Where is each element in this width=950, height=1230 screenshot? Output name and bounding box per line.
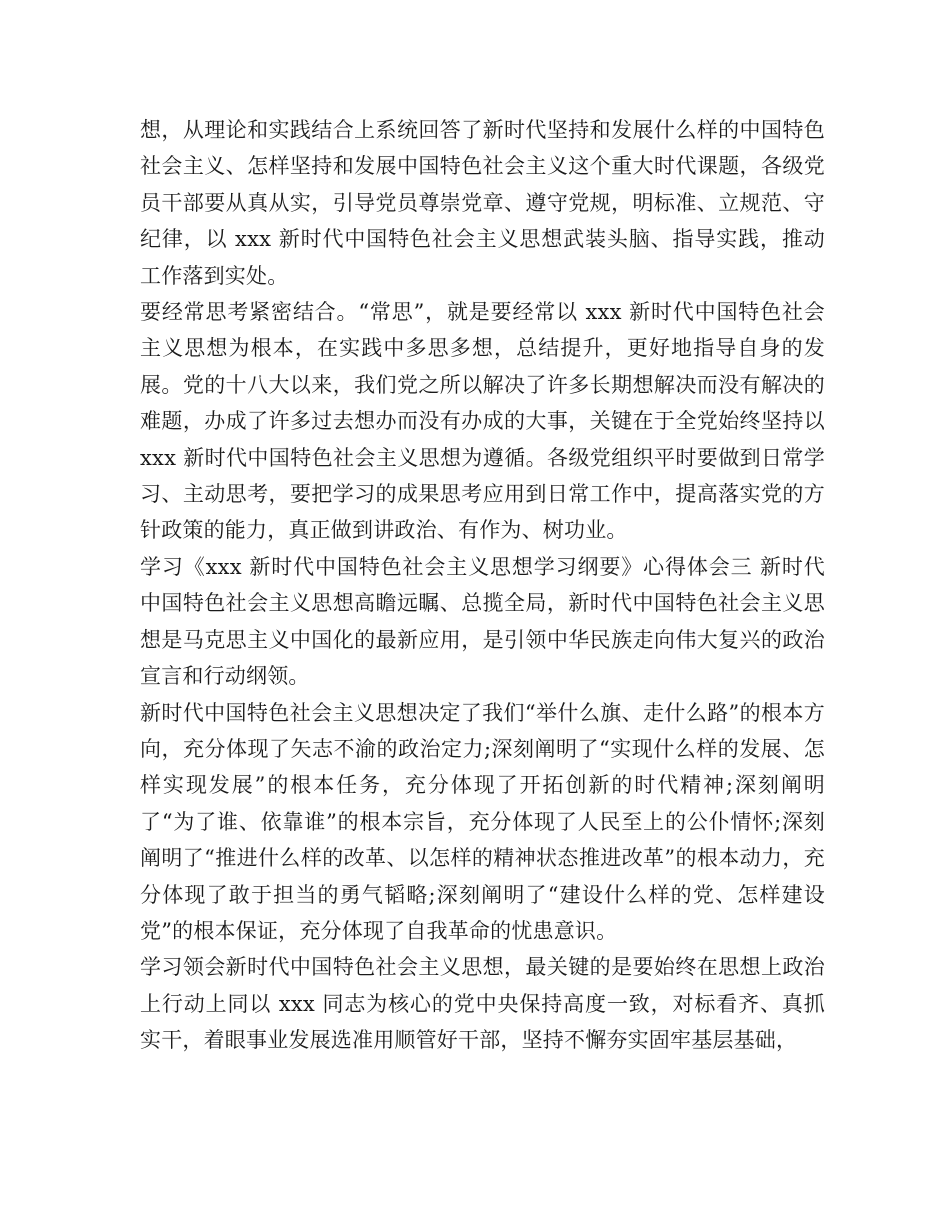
paragraph-5: 学习领会新时代中国特色社会主义思想，最关键的是要始终在思想上政治上行动上同以 xxx 同志为核心的党中央保持高度一致，对标看齐、真抓实干，着眼事业发展选准用顺管好干部，坚持不懈夯实固牢基层基础， bbox=[140, 955, 825, 1053]
document-body bbox=[140, 112, 825, 1059]
paragraph-1: 想，从理论和实践结合上系统回答了新时代坚持和发展什么样的中国特色社会主义、怎样坚持和发展中国特色社会主义这个重大时代课题，各级党员干部要从真从实，引导党员尊崇党章、遵守党规，明标准、立规范、守纪律，以 xxx 新时代中国特色社会主义思想武装头脑、指导实践，推动工作落到实处。 bbox=[140, 118, 825, 288]
paragraph-3: 学习《xxx 新时代中国特色社会主义思想学习纲要》心得体会三 新时代中国特色社会主义思想高瞻远瞩、总揽全局，新时代中国特色社会主义思想是马克思主义中国化的最新应用，是引领中华民族走向伟大复兴的政治宣言和行动纲领。 bbox=[140, 554, 825, 689]
paragraph-2: 要经常思考紧密结合。“常思”，就是要经常以 xxx 新时代中国特色社会主义思想为根本，在实践中多思多想，总结提升，更好地指导自身的发展。党的十八大以来，我们党之所以解决了许多长期想解决而没有解决的难题，办成了许多过去想办而没有办成的大事，关键在于全党始终坚持以 xxx 新时代中国特色社会主义思想为遵循。各级党组织平时要做到日常学习、主动思考，要把学习的成果思考应用到日常工作中，提高落实党的方针政策的能力，真正做到讲政治、有作为、树功业。 bbox=[140, 300, 825, 543]
paragraph-4: 新时代中国特色社会主义思想决定了我们“举什么旗、走什么路”的根本方向，充分体现了矢志不渝的政治定力;深刻阐明了“实现什么样的发展、怎样实现发展”的根本任务，充分体现了开拓创新的时代精神;深刻阐明了“为了谁、依靠谁”的根本宗旨，充分体现了人民至上的公仆情怀;深刻阐明了“推进什么样的改革、以怎样的精神状态推进改革”的根本动力，充分体现了敢于担当的勇气韬略;深刻阐明了“建设什么样的党、怎样建设党”的根本保证，充分体现了自我革命的忧患意识。 bbox=[140, 700, 825, 943]
